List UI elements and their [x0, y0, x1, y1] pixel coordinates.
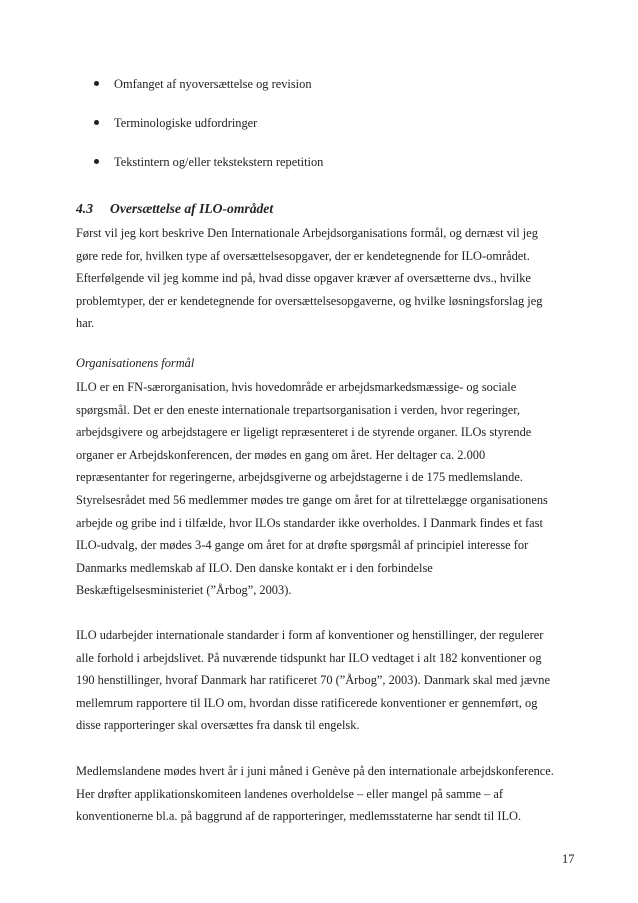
text-line: Medlemslandene mødes hvert år i juni måned i Genève på den internationale arbejdskonference.	[76, 764, 554, 778]
bullet-icon	[94, 120, 99, 125]
text-line: organer er Arbejdskonferencen, der mødes en gang om året. Her deltager ca. 2.000	[76, 447, 486, 462]
bullet-text: Omfanget af nyoversættelse og revision	[114, 77, 312, 91]
subheading: Organisationens formål	[76, 356, 195, 370]
bullet-text: Terminologiske udfordringer	[114, 116, 258, 130]
text-line: arbejdsgivere og arbejdstagere er ligeligt repræsenteret i de styrende organer. ILOs styrende	[76, 425, 532, 440]
text-line: 190 henstillinger, hvoraf Danmark har ratificeret 70 (”Årbog”, 2003). Danmark skal med jævne	[76, 673, 550, 688]
text-line: ILO-udvalg, der mødes 3-4 gange om året for at drøfte spørgsmål af principiel interesse for	[76, 538, 529, 553]
text-line: disse rapporteringer skal oversættes fra dansk til engelsk.	[76, 718, 360, 733]
text-line: har.	[76, 316, 95, 331]
text-line: konventionerne bl.a. på baggrund af de rapporteringer, medlemsstaterne har sendt til ILO.	[76, 809, 522, 824]
text-line: ILO udarbejder internationale standarder i form af konventioner og henstillinger, der regulerer	[76, 628, 544, 642]
text-line: spørgsmål. Det er den eneste internationale trepartsorganisation i verden, hvor regeringer,	[76, 402, 520, 417]
text-line: ILO er en FN-særorganisation, hvis hovedområde er arbejdsmarkedsmæssige- og sociale	[76, 380, 517, 394]
section-title: Oversættelse af ILO-området	[110, 201, 274, 216]
paragraph-3	[76, 760, 576, 828]
paragraph-1	[76, 376, 576, 602]
text-line: Først vil jeg kort beskrive Den Internationale Arbejdsorganisations formål, og dernæst vil jeg	[76, 226, 538, 240]
bullet-text: Tekstintern og/eller tekstekstern repetition	[114, 155, 324, 169]
paragraph-2	[76, 624, 576, 737]
text-line: alle forhold i arbejdslivet. På nuværende tidspunkt har ILO vedtaget i alt 182 konventioner og	[76, 650, 542, 665]
bullet-item	[92, 154, 323, 170]
bullet-list	[92, 76, 323, 193]
text-line: problemtyper, der er kendetegnende for oversættelsesopgaverne, og hvilke løsningsforslag jeg	[76, 293, 543, 308]
bullet-item	[92, 76, 323, 92]
bullet-item	[92, 115, 323, 131]
text-line: repræsentanter for regeringerne, arbejdsgiverne og arbejdstagerne i de 175 medlemslande.	[76, 470, 523, 485]
section-number: 4.3	[76, 201, 93, 216]
bullet-icon	[94, 159, 99, 164]
text-line: Danmarks medlemskab af ILO. Den danske kontakt er i den forbindelse	[76, 560, 433, 575]
intro-paragraph	[76, 222, 576, 335]
text-line: Her drøfter applikationskomiteen landenes overholdelse – eller mangel på samme – af	[76, 786, 503, 801]
text-line: Styrelsesrådet med 56 medlemmer mødes tre gange om året for at tilrettelægge organisationens	[76, 492, 548, 507]
text-line: mellemrum rapportere til ILO om, hvordan disse ratificerede konventioner er gennemført, og	[76, 695, 538, 710]
section-heading	[76, 201, 273, 217]
text-line: gøre rede for, hvilken type af oversættelsesopgaver, der er kendetegnende for ILO-området.	[76, 248, 530, 263]
bullet-icon	[94, 81, 99, 86]
text-line: Efterfølgende vil jeg komme ind på, hvad disse opgaver kræver af oversætterne dvs., hvilke	[76, 271, 531, 286]
text-line: arbejde og gribe ind i tilfælde, hvor ILOs standarder ikke overholdes. I Danmark findes et fast	[76, 515, 543, 530]
text-line: Beskæftigelsesministeriet (”Årbog”, 2003).	[76, 583, 292, 598]
page-number: 17	[562, 852, 575, 866]
